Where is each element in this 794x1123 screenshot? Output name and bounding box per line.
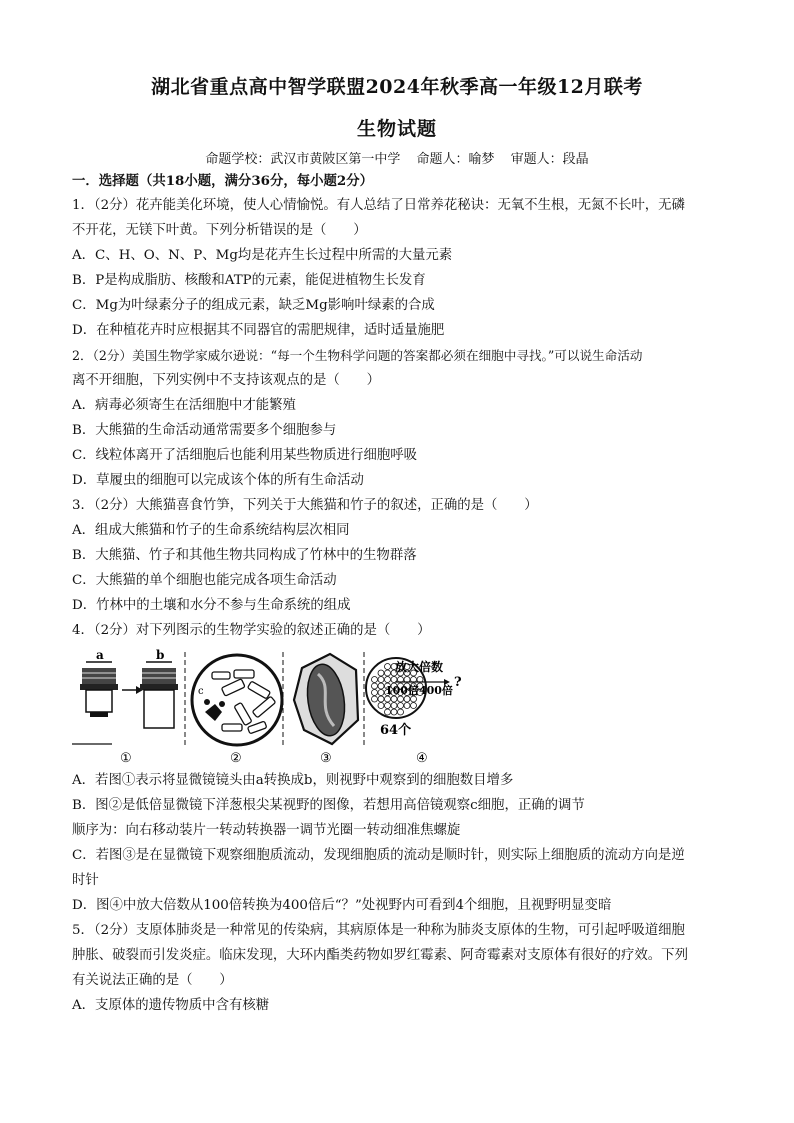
cell-circle xyxy=(385,670,391,676)
lens-b-thread xyxy=(142,668,176,684)
figure-number-2: ② xyxy=(230,751,242,766)
cell-circle xyxy=(378,683,384,689)
q4-option-b-line1: B．图②是低倍显微镜下洋葱根尖某视野的图像，若想用高倍镜观察c细胞，正确的调节 xyxy=(72,798,585,813)
cell-circle xyxy=(404,703,410,709)
q1-option-a: A．C、H、O、N、P、Mg均是花卉生长过程中所需的大量元素 xyxy=(72,248,453,263)
section-heading: 一．选择题（共18小题，满分36分，每小题2分） xyxy=(72,173,374,189)
cell-circle xyxy=(398,709,404,715)
magnification-change: 100倍400倍 xyxy=(385,684,453,697)
cell-circle xyxy=(398,703,404,709)
q2-stem-line2: 离不开细胞，下列实例中不支持该观点的是（ ） xyxy=(72,373,380,388)
lens-a-barrel xyxy=(86,690,112,712)
cell-circle xyxy=(372,677,378,683)
cell-circle xyxy=(385,677,391,683)
lens-a-collar xyxy=(80,684,118,690)
objective-lens-figure xyxy=(72,648,185,766)
q2-option-b: B．大熊猫的生命活动通常需要多个细胞参与 xyxy=(72,423,337,438)
figure-number-1: ① xyxy=(120,751,132,766)
q5-stem-line1: 5．（2分）支原体肺炎是一种常见的传染病，其病原体是一种称为肺炎支原体的生物，可引起呼吸道细胞 xyxy=(72,923,685,938)
plant-cell-figure xyxy=(294,652,364,766)
q4-stem-line1: 4．（2分）对下列图示的生物学实验的叙述正确的是（ ） xyxy=(72,623,431,638)
cell-circle xyxy=(385,703,391,709)
cell-circle xyxy=(378,670,384,676)
cell-circle xyxy=(411,703,417,709)
lens-a-thread xyxy=(82,668,116,684)
lens-b-collar xyxy=(140,684,178,690)
meta-reviewer: 审题人：段晶 xyxy=(510,152,589,167)
cell-count: 64个 xyxy=(380,723,412,738)
cell-circle xyxy=(372,690,378,696)
cell-circle xyxy=(378,677,384,683)
cell-circle xyxy=(385,664,391,670)
q2-option-c: C．线粒体离开了活细胞后也能利用某些物质进行细胞呼吸 xyxy=(72,448,418,463)
q5-stem-line2: 肿胀、破裂而引发炎症。临床发现，大环内酯类药物如罗红霉素、阿奇霉素对支原体有很好的疗效。下列 xyxy=(72,948,688,963)
magnification-figure xyxy=(366,658,462,766)
label-c: c xyxy=(198,686,204,697)
exam-title: 湖北省重点高中智学联盟2024年秋季高一年级12月联考 xyxy=(151,76,643,98)
cell-circle xyxy=(391,709,397,715)
cell-circle xyxy=(372,696,378,702)
meta-author: 命题人：喻梦 xyxy=(416,152,495,167)
q3-stem-line1: 3．（2分）大熊猫喜食竹笋，下列关于大熊猫和竹子的叙述，正确的是（ ） xyxy=(72,498,538,513)
q2-option-a: A．病毒必须寄生在活细胞中才能繁殖 xyxy=(72,398,296,413)
lens-a-tip xyxy=(90,712,108,717)
q3-option-b: B．大熊猫、竹子和其他生物共同构成了竹林中的生物群落 xyxy=(72,548,417,563)
q4-option-b-line2: 顺序为：向右移动装片一转动转换器一调节光圈一转动细准焦螺旋 xyxy=(72,823,461,838)
q2-option-d: D．草履虫的细胞可以完成该个体的所有生命活动 xyxy=(72,473,364,488)
q1-option-c: C．Mg为叶绿素分子的组成元素，缺乏Mg影响叶绿素的合成 xyxy=(72,298,435,313)
q3-option-d: D．竹林中的土壤和水分不参与生命系统的组成 xyxy=(72,598,351,613)
lens-b-barrel xyxy=(144,690,174,728)
magnification-title: 放大倍数 xyxy=(395,660,444,674)
q4-option-c-line2: 时针 xyxy=(72,873,99,888)
cell-circle xyxy=(378,696,384,702)
q1-option-b: B．P是构成脂肪、核酸和ATP的元素，能促进植物生长发育 xyxy=(72,273,426,288)
q1-stem-line2: 不开花，无镁下叶黄。下列分析错误的是（ ） xyxy=(72,223,367,238)
cell-circle xyxy=(372,683,378,689)
label-b: b xyxy=(156,648,165,662)
cell-circle xyxy=(391,703,397,709)
q1-option-d: D．在种植花卉时应根据其不同器官的需肥规律，适时适量施肥 xyxy=(72,323,445,338)
figure-number-4: ④ xyxy=(416,751,428,766)
q2-stem-line1: 2．（2分）美国生物学家威尔逊说：“每一个生物科学问题的答案都必须在细胞中寻找。”可以说生命活动 xyxy=(72,348,643,363)
cell-circle xyxy=(378,690,384,696)
root-tip-field-figure xyxy=(192,652,283,766)
cell-circle xyxy=(385,709,391,715)
cell-circle xyxy=(378,703,384,709)
q3-option-a: A．组成大熊猫和竹子的生命系统结构层次相同 xyxy=(72,523,350,538)
exam-subject: 生物试题 xyxy=(356,118,437,140)
figure-number-3: ③ xyxy=(320,751,332,766)
q5-stem-line3: 有关说法正确的是（ ） xyxy=(72,973,233,988)
q1-stem-line1: 1．（2分）花卉能美化环境，使人心情愉悦。有人总结了日常养花秘诀：无氧不生根，无氮不长叶，无磷 xyxy=(72,198,685,213)
q5-option-a: A．支原体的遗传物质中含有核糖 xyxy=(72,998,270,1013)
meta-school: 命题学校：武汉市黄陂区第一中学 xyxy=(205,152,401,167)
q4-option-d: D．图④中放大倍数从100倍转换为400倍后“？”处视野内可看到4个细胞，且视野明显变暗 xyxy=(72,898,612,913)
question-mark: ? xyxy=(454,675,462,690)
label-a: a xyxy=(96,648,104,662)
q4-option-c-line1: C．若图③是在显微镜下观察细胞质流动，发现细胞质的流动是顺时针，则实际上细胞质的流动方向是逆 xyxy=(72,848,685,863)
q4-option-a: A．若图①表示将显微镜镜头由a转换成b，则视野中观察到的细胞数目增多 xyxy=(72,773,514,788)
q3-option-c: C．大熊猫的单个细胞也能完成各项生命活动 xyxy=(72,573,337,588)
q4-figure xyxy=(72,648,512,766)
exam-meta xyxy=(0,148,794,167)
